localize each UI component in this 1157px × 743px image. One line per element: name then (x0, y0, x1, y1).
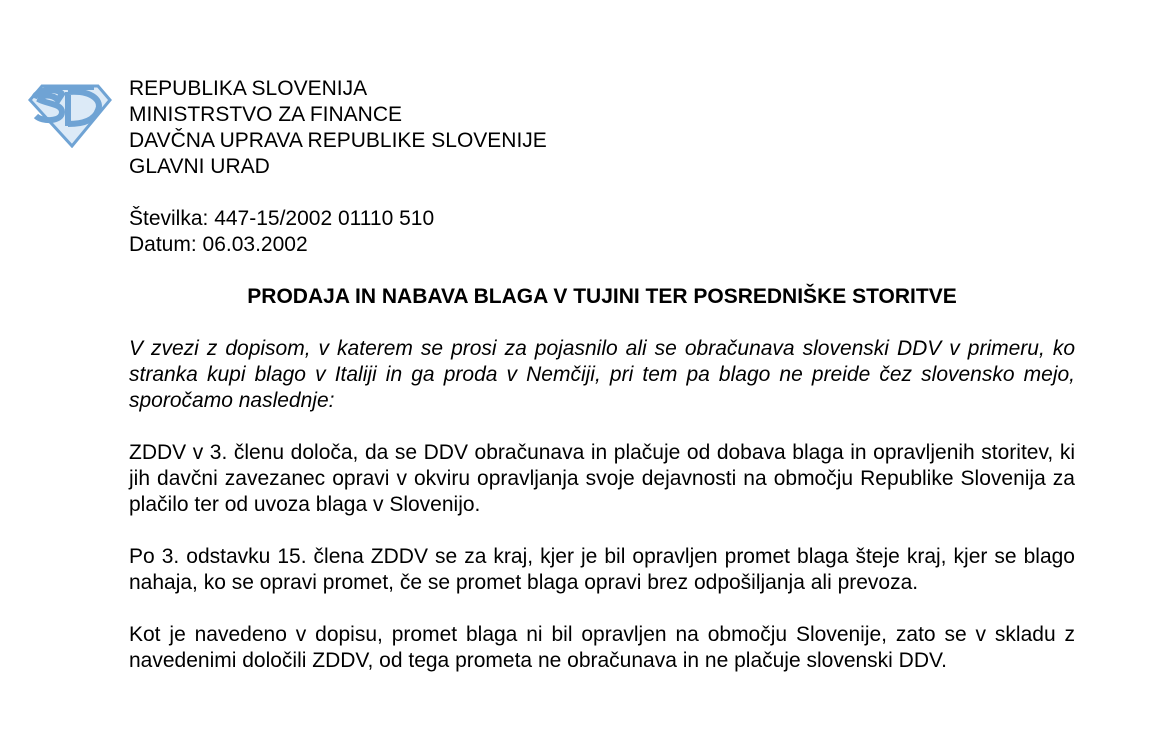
document-date: Datum: 06.03.2002 (129, 233, 308, 256)
paragraph: Po 3. odstavku 15. člena ZDDV se za kraj, kjer je bil opravljen promet blaga šteje kraj, kjer se blago nahaja, ko se opravi promet, če se promet blaga opravi brez odpošiljanja ali prevoza. (129, 545, 1075, 594)
header-line: GLAVNI URAD (129, 155, 270, 178)
paragraph-intro: V zvezi z dopisom, v katerem se prosi za pojasnilo ali se obračunava slovenski DDV v primeru, ko stranka kupi blago v Italiji in ga proda v Nemčiji, pri tem pa blago ne preide čez slovensko mejo, sporočamo naslednje: (129, 337, 1075, 412)
header-line: DAVČNA UPRAVA REPUBLIKE SLOVENIJE (129, 129, 547, 152)
paragraph: ZDDV v 3. členu določa, da se DDV obračunava in plačuje od dobava blaga in opravljenih storitev, ki jih davčni zavezanec opravi v okviru opravljanja svoje dejavnosti na območju Republike Slovenija za plačilo ter od uvoza blaga v Slovenijo. (129, 441, 1075, 516)
header-line: REPUBLIKA SLOVENIJA (129, 77, 368, 100)
header-line: MINISTRSTVO ZA FINANCE (129, 103, 403, 126)
letter-body (129, 76, 1075, 674)
document-title: PRODAJA IN NABAVA BLAGA V TUJINI TER POSREDNIŠKE STORITVE (247, 285, 957, 308)
paragraph: Kot je navedeno v dopisu, promet blaga ni bil opravljen na območju Slovenije, zato se v skladu z navedenimi določili ZDDV, od tega prometa ne obračunava in ne plačuje slovenski DDV. (129, 623, 1075, 672)
document-number: Številka: 447-15/2002 01110 510 (129, 207, 435, 230)
tax-administration-logo (28, 78, 112, 148)
